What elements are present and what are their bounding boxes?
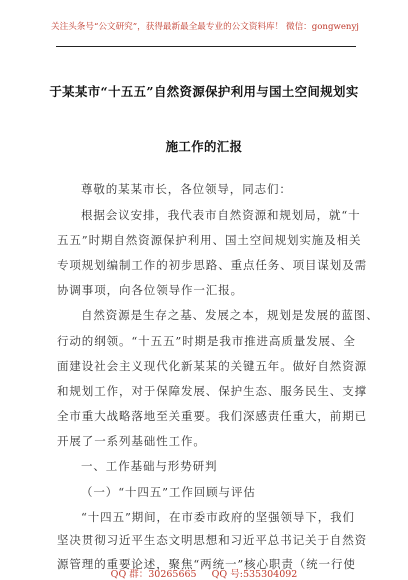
subsection-heading: （一）“十四五”工作回顾与评估 [81, 485, 256, 499]
paragraph-line: 行动的纲领。“十五五”时期是我市推进高质量发展、全 [57, 334, 356, 348]
paragraph-line: 专项规划编制工作的初步思路、重点任务、项目谋划及需 [57, 258, 367, 272]
paragraph-line: 自然资源是生存之基、发展之本，规划是发展的蓝图、 [81, 308, 379, 322]
footer-qq-group: QQ 群：30265665 [110, 569, 197, 580]
header-divider [56, 46, 356, 47]
salutation: 尊敬的某某市长，各位领导，同志们： [81, 182, 292, 196]
paragraph-line: 源管理的重要论述，聚焦“两统一”核心职责（统一行使 [57, 557, 356, 571]
document-title-line-2: 施工作的汇报 [165, 139, 243, 154]
document-title-line-1: 于某某市“十五五”自然资源保护利用与国土空间规划实 [49, 84, 359, 99]
paragraph-line: 协调事项，向各位领导作一汇报。 [57, 283, 243, 297]
paragraph-line: “十四五”期间，在市委市政府的坚强领导下，我们 [81, 510, 355, 524]
paragraph-line: 和规划工作，对于保障发展、保护生态、服务民生、支撑 [57, 384, 367, 398]
section-heading: 一、工作基础与形势研判 [81, 459, 218, 473]
paragraph-line: 五五”时期自然资源保护利用、国土空间规划实施及相关 [57, 233, 362, 247]
paragraph-line: 全市重大战略落地至关重要。我们深感责任重大，前期已 [57, 409, 367, 423]
footer-qq-number: QQ 号:535304092 [211, 569, 298, 580]
paragraph-line: 面建设社会主义现代化新某某的关键五年。做好自然资源 [57, 359, 367, 373]
paragraph-line: 开展了一系列基础性工作。 [57, 434, 206, 448]
header-banner: 关注头条号“公文研究”，获得最新最全最专业的公文资料库！ 微信：gongwenyj [51, 22, 359, 32]
paragraph-line: 根据会议安排，我代表市自然资源和规划局，就“十 [81, 208, 361, 222]
paragraph-line: 坚决贯彻习近平生态文明思想和习近平总书记关于自然资 [57, 533, 367, 547]
footer [0, 566, 408, 580]
